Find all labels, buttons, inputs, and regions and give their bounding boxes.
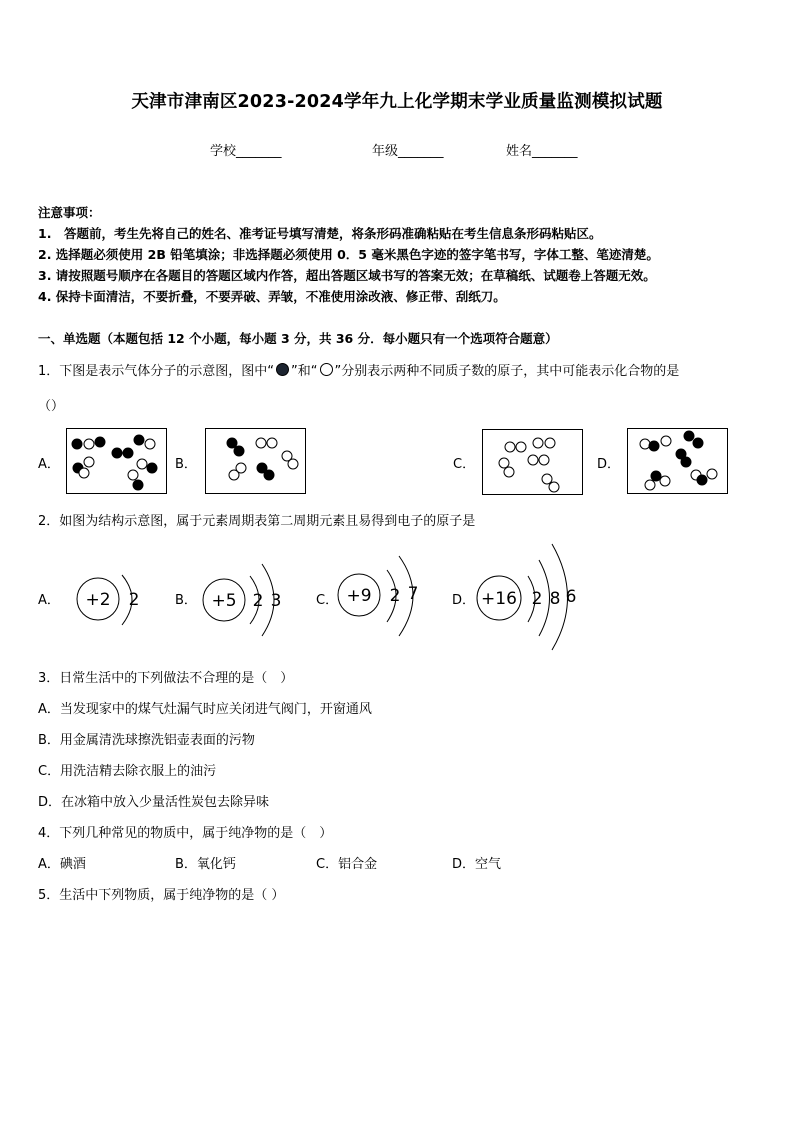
q1-stem-part-c: ”分别表示两种不同质子数的原子，其中可能表示化合物的是 xyxy=(334,364,680,379)
q1-option-d-diagram xyxy=(627,428,728,494)
q3-option-a: A．当发现家中的煤气灶漏气时应关闭进气阀门，开窗通风 xyxy=(38,702,372,717)
q1-answer-paren: （） xyxy=(38,399,65,414)
shell-electrons: 2 xyxy=(389,586,401,606)
atom-structure-a xyxy=(70,565,150,635)
q1-option-b-diagram xyxy=(205,428,306,494)
section-heading: 一、单选题（本题包括 12 个小题，每小题 3 分，共 36 分．每小题只有一个选项符合题意） xyxy=(38,331,558,346)
q3-stem: 3．日常生活中的下列做法不合理的是（ ） xyxy=(38,671,294,686)
q1-stem-part-a: 1．下图是表示气体分子的示意图，图中“ xyxy=(38,364,275,379)
q2-option-d-label: D． xyxy=(452,593,476,608)
q1-stem-part-b: ”和“ xyxy=(291,364,318,379)
shell-electrons: 2 xyxy=(252,591,264,611)
atom-structure-c xyxy=(335,550,435,642)
q3-option-b: B．用金属清洗球擦洗铝壶表面的污物 xyxy=(38,733,255,748)
q2-option-a-label: A． xyxy=(38,593,60,608)
q4-option-c: C．铝合金 xyxy=(316,857,378,872)
school-field: 学校_______ xyxy=(210,144,282,159)
shell-electrons: 7 xyxy=(407,584,419,604)
note-item-1: 1. 答题前，考生先将自己的姓名、准考证号填写清楚，将条形码准确粘贴在考生信息条形码粘贴区。 xyxy=(38,226,602,241)
notes-heading: 注意事项： xyxy=(38,205,101,220)
q3-option-d: D．在冰箱中放入少量活性炭包去除异味 xyxy=(38,795,270,810)
note-item-3: 3. 请按照题号顺序在各题目的答题区域内作答，超出答题区域书写的答案无效；在草稿纸、试题卷上答题无效。 xyxy=(38,268,656,283)
name-field: 姓名_______ xyxy=(506,144,578,159)
document-title: 天津市津南区2023-2024学年九上化学期末学业质量监测模拟试题 xyxy=(131,92,663,112)
note-item-4: 4. 保持卡面清洁，不要折叠，不要弄破、弄皱，不准使用涂改液、修正带、刮纸刀。 xyxy=(38,289,506,304)
nucleus-charge: +2 xyxy=(85,590,111,610)
q1-option-d-label: D． xyxy=(597,457,621,472)
q2-stem: 2．如图为结构示意图，属于元素周期表第二周期元素且易得到电子的原子是 xyxy=(38,514,476,529)
q1-option-c-diagram xyxy=(482,429,583,495)
black-atom-icon xyxy=(276,363,289,376)
atom-structure-b xyxy=(198,556,298,641)
q2-option-c-label: C． xyxy=(316,593,339,608)
nucleus-charge: +5 xyxy=(211,591,237,611)
q4-option-a: A．碘酒 xyxy=(38,857,86,872)
q1-option-a-diagram xyxy=(66,428,167,494)
shell-electrons: 2 xyxy=(128,590,140,610)
note-item-2: 2. 选择题必须使用 2B 铅笔填涂；非选择题必须使用 0．5 毫米黑色字迹的签字笔书写，字体工整、笔迹清楚。 xyxy=(38,247,659,262)
q1-stem xyxy=(38,360,679,379)
q1-option-b-label: B． xyxy=(175,457,197,472)
atom-structure-d xyxy=(475,538,590,653)
shell-electrons: 8 xyxy=(549,589,561,609)
q5-stem: 5．生活中下列物质，属于纯净物的是（ ） xyxy=(38,888,285,903)
q4-stem: 4．下列几种常见的物质中，属于纯净物的是（ ） xyxy=(38,826,333,841)
q1-option-a-label: A． xyxy=(38,457,60,472)
shell-electrons: 2 xyxy=(531,589,543,609)
shell-electrons: 6 xyxy=(565,587,577,607)
white-atom-icon xyxy=(320,363,333,376)
q4-option-d: D．空气 xyxy=(452,857,502,872)
nucleus-charge: +9 xyxy=(346,586,372,606)
q4-option-b: B．氧化钙 xyxy=(175,857,236,872)
q2-option-b-label: B． xyxy=(175,593,197,608)
q1-option-c-label: C． xyxy=(453,457,476,472)
q3-option-c: C．用洗洁精去除衣服上的油污 xyxy=(38,764,217,779)
grade-field: 年级_______ xyxy=(372,144,444,159)
nucleus-charge: +16 xyxy=(481,589,517,609)
shell-electrons: 3 xyxy=(270,591,282,611)
